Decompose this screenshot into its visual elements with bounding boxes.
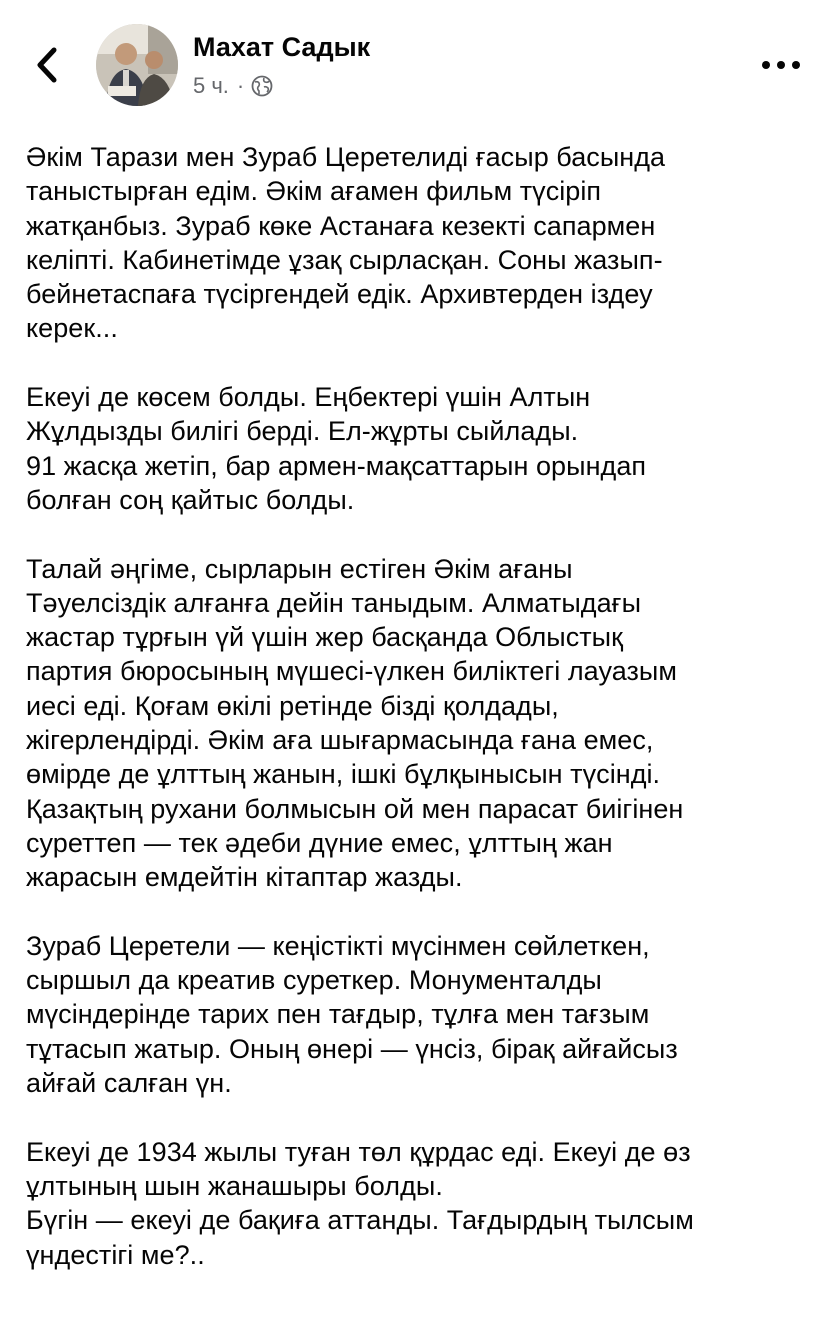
post-paragraph — [26, 380, 816, 517]
more-horizontal-icon — [761, 60, 801, 70]
post-text-line: бейнетаспаға түсіргендей едік. Архивтерден іздеу — [26, 279, 653, 310]
post-text-line: Жұлдызды билігі берді. Ел-жұрты сыйлады. — [26, 416, 579, 447]
post-text-line: үндестігі ме?.. — [26, 1239, 205, 1270]
post-text-line: Екеуі де 1934 жылы туған төл құрдас еді. Екеуі де өз — [26, 1136, 691, 1167]
post-text-line: иесі еді. Қоғам өкілі ретінде бізді қолдады, — [26, 690, 559, 721]
author-name[interactable]: Махат Садык — [193, 32, 371, 62]
meta-separator: · — [236, 73, 245, 98]
post-text-line: жарасын емдейтін кітаптар жазды. — [26, 862, 463, 893]
post-meta — [193, 72, 273, 100]
post-text-line: айғай салған үн. — [26, 1068, 232, 1099]
avatar-photo — [96, 24, 178, 106]
post-text-line: тұтасып жатыр. Оның өнері — үнсіз, бірақ айғайсыз — [26, 1033, 678, 1064]
post-text-line: партия бюросының мүшесі-үлкен биліктегі лауазым — [26, 656, 677, 687]
post-text-line: болған соң қайтыс болды. — [26, 484, 355, 515]
post-text-line: 91 жасқа жетіп, бар армен-мақсаттарын орындап — [26, 450, 647, 481]
post-text-line: Қазақтың рухани болмысын ой мен парасат биігінен — [26, 793, 684, 824]
post-paragraph — [26, 552, 816, 895]
post-text-line: ұлтының шын жанашыры болды. — [26, 1170, 443, 1201]
post-text-line: мүсіндерінде тарих пен тағдыр, тұлға мен тағзым — [26, 999, 650, 1030]
chevron-left-icon — [34, 45, 60, 85]
post-paragraph — [26, 1135, 816, 1272]
post-time[interactable]: 5 ч. — [193, 73, 229, 98]
post-text-line: Талай әңгіме, сырларын естіген Әкім ағаны — [26, 553, 573, 584]
post-text-line: Тәуелсіздік алғанға дейін таныдым. Алматыдағы — [26, 587, 642, 618]
post-text-line: сыршыл да креатив суреткер. Монументалды — [26, 965, 602, 996]
post-text-line: таныстырған едім. Әкім ағамен фильм түсіріп — [26, 176, 602, 207]
post-paragraph — [26, 929, 816, 1100]
post-text-line: жатқанбыз. Зураб көке Астанаға кезекті сапармен — [26, 210, 656, 241]
post-header — [0, 0, 828, 120]
post-text — [26, 140, 816, 1306]
back-button[interactable] — [22, 38, 72, 92]
post-text-line: келіпті. Кабинетімде ұзақ сырласқан. Соны жазып- — [26, 244, 663, 275]
post-text-line: Екеуі де көсем болды. Еңбектері үшін Алтын — [26, 382, 591, 413]
author-avatar[interactable] — [96, 24, 178, 106]
post-text-line: жастар тұрғын үй үшін жер басқанда Облыстық — [26, 622, 623, 653]
post-text-line: керек... — [26, 313, 118, 344]
post-paragraph — [26, 140, 816, 346]
post-text-line: Әкім Тарази мен Зураб Церетелиді ғасыр басында — [26, 142, 666, 172]
post-text-line: суреттеп — тек әдеби дүние емес, ұлттың жан — [26, 827, 613, 858]
post-text-line: Зураб Церетели — кеңістікті мүсінмен сөйлеткен, — [26, 930, 650, 961]
globe-icon — [251, 75, 273, 97]
post-text-line: Бүгін — екеуі де бақиға аттанды. Тағдырдың тылсым — [26, 1205, 694, 1236]
post-text-line: өмірде де ұлттың жанын, ішкі бұлқынысын түсінді. — [26, 759, 661, 790]
post-text-line: жігерлендірді. Әкім аға шығармасында ғана емес, — [26, 725, 654, 756]
more-options-button[interactable] — [754, 48, 808, 82]
